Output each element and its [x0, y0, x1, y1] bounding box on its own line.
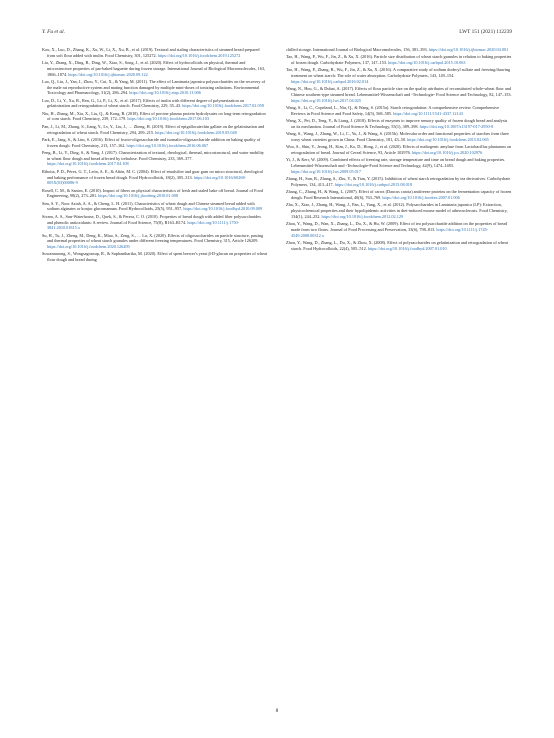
reference-entry [42, 169, 268, 186]
reference-doi-link[interactable]: https://doi.org/10.1016/j.foodchem.2017.04.108 [47, 161, 129, 167]
reference-entry [42, 79, 268, 96]
reference-text: chilled storage. International Journal of Biological Macromolecules, 156, 381–393. [286, 47, 429, 52]
reference-entry [286, 221, 512, 238]
reference-entry [42, 150, 268, 167]
reference-text: Wang, S., Wang, J., Zhang, W., Li, C., Yu, J., & Wang, S. (2015b). Molecular order and functional properties of starches from three waxy wheat varieties grown in China. Food Chemistry, 181, 43–50. [286, 131, 509, 142]
reference-doi-link[interactable]: https://doi.org/10.1016/j.foodhyd.2007.01.010 [367, 245, 447, 251]
reference-doi-link[interactable]: https://doi.org/10.1016/j.lwt.2009.05.017 [291, 168, 362, 174]
reference-doi-link[interactable]: https://doi.org/10.1016/j.ijbiomac.2020.04.001 [428, 47, 509, 52]
reference-doi-link[interactable]: https://doi.org/10.1016/S0268-005X(03)00086-9 [47, 174, 247, 186]
reference-entry [286, 131, 512, 142]
page-number: 8 [275, 708, 279, 714]
reference-entry [42, 201, 268, 212]
references-left-column [42, 47, 268, 265]
reference-entry [286, 86, 512, 103]
reference-entry [286, 105, 512, 116]
reference-doi-link[interactable]: https://doi.org/10.1016/j.carbpol.2016.02.014 [291, 78, 369, 84]
reference-text: Sim, S. Y., Noor Aziah, A. A., & Cheng, L. H. (2011). Characteristics of wheat dough and Chinese steamed bread added with sodium alginates or konjac glucomannan. Food Hydrocolloids, 25(5), 951–957. [42, 200, 255, 212]
reference-doi-link[interactable]: https://doi.org/10.1016/j.jcs.2020.102976 [411, 150, 483, 156]
reference-entry [286, 144, 512, 155]
reference-entry [42, 60, 268, 77]
reference-text: Zhou, Y., Wang, D., Zhang, L., Du, X., & Zhou, X. (2008). Effect of polysaccharides on gelatinization and retrogradation of wheat starch. Food Hydrocolloids, 22(4), 505–512. [286, 240, 508, 251]
reference-doi-link[interactable]: https://doi.org/10.1016/j.lwt.2017.04.025 [291, 97, 362, 103]
reference-entry [42, 233, 268, 250]
reference-text: Liu, Y., Zhang, X., Ding, B., Ding, W., Xiao, S., Song, J., et al. (2020). Effect of hydrocolloids on physical, thermal and microstructure properties of par-baked baguette during frozen storage. International Journal of Biological Macromolecules, 163, 1866–1874. [42, 60, 266, 77]
reference-text: Wang, N., Hou, G., & Dubat, A. (2017). Effects of flour particle size on the quality attributes of reconstituted whole-wheat flour and Chinese southern-type steamed bread. Lebensmittel-Wissenschaft und -Technologie- Food Science and Technology, 82, 147–153. [286, 86, 512, 97]
reference-doi-link[interactable]: https://doi.org/10.1016/j.foodchem.2017.02.058 [182, 103, 264, 109]
reference-text: Woo, S., Shin, Y., Jeong, H., Kim, J., Ko, D., Hong, J., et al. (2020). Effects of maltogenic amylase from Lactobacillus plantarum on retrogradation of bread. Journal of Cereal Science, 93, Article 102976. [286, 144, 512, 156]
reference-entry [286, 54, 512, 65]
running-head [42, 27, 512, 37]
reference-doi-link[interactable]: https://doi.org/10.1111/j.1750-3841.2010.01815.x [47, 219, 240, 231]
reference-text: Zha, X., Xiao, J., Zhang, H., Wang, J., Pan, L., Yang, X., et al. (2012). Polysaccharides in Laminaria japonica (LP): Extraction, physicochemical properties and their hypolipidemic activities in diet-induced mouse model of atherosclerosis. Food Chemistry, 134(1), 244–252. [286, 202, 508, 219]
running-head-journal: LWT 151 (2021) 112239 [459, 29, 512, 35]
reference-doi-link[interactable]: https://doi.org/10.1016/j.carbpol.2015.10.063 [388, 60, 466, 66]
reference-doi-link[interactable]: https://doi.org/10.1016/j.ijbiomac.2020.09.122 [68, 71, 148, 77]
reference-doi-link[interactable]: https://doi.org/10.1016/j.foodchem.2012.02.129 [321, 213, 404, 219]
reference-entry [286, 202, 512, 219]
reference-doi-link[interactable]: https://doi.org/10.1016/j.foodchem.2015.02.065 [407, 136, 489, 142]
reference-text: Tao, H., Wang, P., Zhang, B., Wu, F., Jin, Z., & Xu, X. (2016). A comparative study of sodium dodecyl sulfate and freezing/thawing treatment on wheat starch: The role of water absorption. Carbohydrate Polymers, 143, 149–154. [286, 67, 511, 79]
reference-text: Niu, H., Zhang, M., Xia, X., Liu, Q., & Kong, B. (2018). Effect of porcine plasma protein hydrolysates on long-term retrogradation of corn starch. Food Chemistry, 239, 172–179. [42, 110, 266, 122]
reference-entry [42, 98, 268, 109]
reference-doi-link[interactable]: https://doi.org/10.1016/j.foodchem.2019.125272 [157, 52, 241, 58]
reference-text: Zhou, Y., Wang, D., Wan, X., Zhang, L., Du, X., & Hu, W. (2009). Effect of tea polysaccharide addition on the properties of bread made from two flours. Journal of Food Processing and Preservation, 33(6), 798–813. [286, 221, 508, 232]
reference-text: Luo, Q., Liu, J., Yan, J., Zhou, Y., Cui, X., & Yang, M. (2011). The effect of Laminaria japonica polysaccharides on the recovery of the male rat reproductive system and mating function damaged by multiple mini-doses of ionizing radiations. Environmental Toxicology and Pharmacology, 31(2), 286–294. [42, 78, 266, 96]
reference-entry [286, 189, 512, 200]
references-right-column [286, 47, 512, 253]
reference-entry [42, 214, 268, 231]
reference-text: Zhang, H., Sun, B., Zhang, S., Zhu, Y., & Tian, Y. (2015). Inhibition of wheat starch retrogradation by tea derivatives. Carbohydrate Polymers, 134, 413–417. [286, 176, 511, 187]
reference-doi-link[interactable]: https://doi.org/10.1016/j.foodchem.2017.06.103 [127, 116, 209, 122]
reference-text: Sivam, A. S., Sun-Waterhouse, D., Quek, S., & Perera, C. O. (2010). Properties of bread dough with added fiber polysaccharides and phenolic antioxidants: A review. Journal of Food Science, 75(8), R163–R174. [42, 213, 261, 225]
reference-doi-link[interactable]: https://doi.org/10.1016/j.foodchem.2020.126209 [47, 244, 130, 250]
reference-text: Luo, D., Li, Y., Xu, B., Ren, G., Li, P., Li, X., et al. (2017). Effects of inulin with different degree of polymerization on gelatinization and retrogradation of wheat starch. Food Chemistry, 229, 35–43. [42, 97, 245, 109]
reference-text: Zhang, C., Zhang, H., & Wang, L. (2007). Effect of carrot (Daucus carota) antifreeze proteins on the fermentation capacity of frozen dough. Food Research International, 40(6), 763–769. [286, 189, 512, 201]
reference-doi-link[interactable]: https://doi.org/10.1016/j.foodchem.2019.05.048 [155, 129, 237, 135]
reference-entry [42, 188, 268, 199]
reference-text: Rosell, C. M., & Santos, E. (2010). Impact of fibers on physical characteristics of fresh and staled bake off bread. Journal of Food Engineering, 98(2), 273–281. [42, 187, 263, 199]
reference-entry [286, 67, 512, 84]
reference-text: Peng, B., Li, Y., Ding, S., & Yang, J. (2017). Characterization of textural, rheological, thermal, microstructural, and water mobility in wheat flour dough and bread affected by trehalose. Food Chemistry, 233, 369–377. [42, 150, 265, 161]
reference-doi-link[interactable]: https://doi.org/10.1016/j.carbpol.2015.08.018 [334, 181, 413, 187]
reference-text: Park, E., Jang, S., & Lim, S. (2016). Effect of fructo-oligosaccharide and isomalto-oligosaccharide addition on baking quality of frozen dough. Food Chemistry, 213, 157–162. [42, 136, 261, 148]
reference-doi-link[interactable]: https://doi.org/10.1016/j.foodres.2007.01.006 [382, 195, 460, 201]
reference-entry [286, 47, 512, 53]
reference-doi-link[interactable]: https://doi.org/10.1111/1541-4337.12143 [393, 110, 463, 116]
reference-doi-link[interactable]: https://doi.org/10.1007/s13197-017-2950-8 [419, 123, 494, 129]
reference-entry [42, 111, 268, 122]
reference-text: Yi, J., & Kerr, W. (2009). Combined effects of freezing rate, storage temperature and time on bread dough and baking properties. Lebensmittel-Wissenschaft und -Technologie-Food Science and Technology, 42(9), 1474–1483. [286, 157, 506, 169]
reference-doi-link[interactable]: https://doi.org/10.1016/j.etap.2010.11.006 [129, 90, 201, 96]
reference-text: Pan, J., Li, M., Zhang, S., Jiang, Y., Lv, Y., Liu, J., … Zheng, H. (2019). Effect of epigallocatechin gallate on the gelatinisation and retrogradation of wheat starch. Food Chemistry, 294, 209–215. [42, 123, 265, 135]
reference-doi-link[interactable]: https://doi.org/10.1016/j.foodhyd.2010.09.009 [183, 206, 263, 212]
reference-text: Tao, H., Wang, P., Wu, F., Jin, Z., & Xu, X. (2016). Particle size distribution of wheat starch granules in relation to baking properties of frozen dough. Carbohydrate Polymers, 137, 147–153. [286, 54, 512, 66]
reference-doi-link[interactable]: https://doi.org/10.1111/j.1745-4549.2008.00312.x [291, 226, 489, 238]
reference-text: Wang, X., Pei, D., Teng, Y., & Liang, J. (2018). Effects of enzymes to improve sensory quality of frozen dough bread and analysis on its mechanism. Journal of Food Science & Technology, 55(1), 389–398. [286, 118, 508, 129]
reference-entry [286, 240, 512, 251]
reference-doi-link[interactable]: https://doi.org/10.1016/j.jfoodeng.2010.01.008 [98, 193, 178, 199]
reference-text: Su, H., Tu, J., Zheng, M., Deng, K., Miao, S., Zeng, S., … Lu, X. (2020). Effects of oligosaccharides on particle structure, pasting and thermal properties of wheat starch granules under different freezing temperatures. Food Chemistry, 315, Article 126209. [42, 232, 264, 244]
reference-entry [42, 47, 268, 58]
reference-entry [42, 251, 268, 262]
reference-entry [286, 118, 512, 129]
running-head-authors: Y. Fu et al. [42, 29, 65, 35]
reference-entry [286, 157, 512, 174]
reference-entry [42, 124, 268, 135]
reference-text: Kou, X., Luo, D., Zhang, K., Xu, W., Li, X., Xu, B., et al. (2019). Textural and staling characteristics of steamed bread prepared from soft flour added with inulin. Food Chemistry, 301, 125272. [42, 47, 260, 58]
reference-text: Ribotta, P. D., Pérez, G. T., León, A. E., & Añón, M. C. (2004). Effect of emulsifier and guar gum on micro structural, rheological and baking performance of frozen bread dough. Food Hydrocolloids, 18(2), 305–313. [42, 168, 263, 180]
reference-text: Suwannarong, S., Wongsagonsup, R., & Suphantharika, M. (2020). Effect of spent brewer's yeast β-D-glucan on properties of wheat flour dough and bread during [42, 251, 268, 263]
reference-doi-link[interactable]: https://doi.org/10.1016/j.foodchem.2016.06.067 [126, 142, 209, 148]
reference-text: Wang, S., Li, C., Copeland, L., Niu, Q., & Wang, S. (2015a). Starch retrogradation: A comprehensive review. Comprehensive Reviews in Food Science and Food Safety, 14(5), 568–585. [286, 105, 500, 116]
reference-entry [286, 176, 512, 187]
reference-entry [42, 137, 268, 148]
